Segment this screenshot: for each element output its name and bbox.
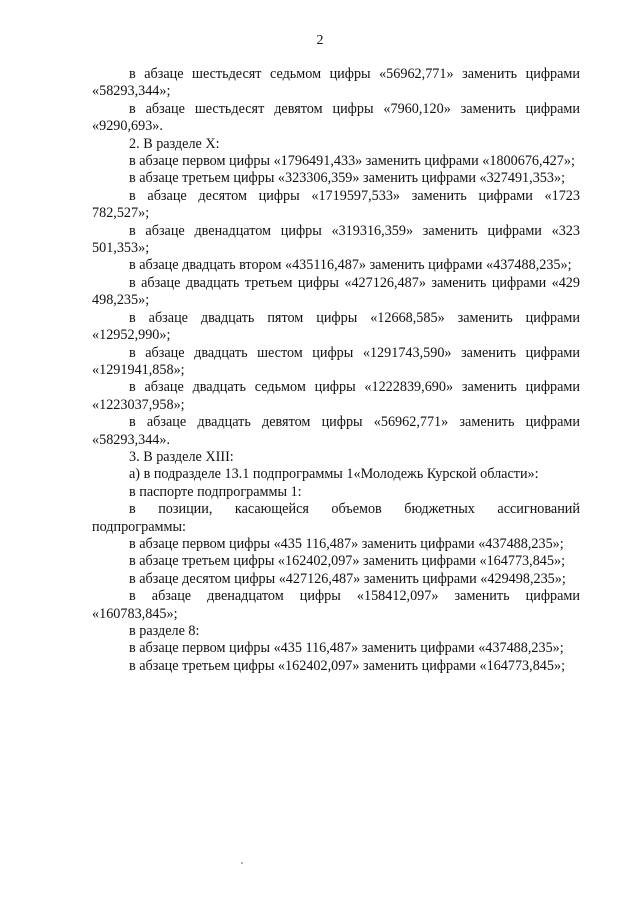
paragraph-10: в абзаце двадцать пятом цифры «12668,585» заменить цифрами «12952,990»;: [92, 309, 580, 344]
subsection-13-1: а) в подразделе 13.1 подпрограммы 1«Молодежь Курской области»:: [129, 466, 539, 483]
paragraph-23: в абзаце первом цифры «435 116,487» заменить цифрами «437488,235»;: [129, 640, 564, 657]
section-heading-x: 2. В разделе X:: [129, 135, 220, 152]
paragraph-21: в абзаце двенадцатом цифры «158412,097» заменить цифрами «160783,845»;: [92, 588, 580, 622]
paragraph-2: в абзаце шестьдесят девятом цифры «7960,120» заменить цифрами «9290,693».: [92, 100, 580, 135]
paragraph-6: в абзаце десятом цифры «1719597,533» заменить цифрами «1723 782,527»;: [92, 187, 580, 222]
section-heading-xiii: 3. В разделе XIII:: [129, 448, 234, 465]
paragraph-11: в абзаце двадцать шестом цифры «1291743,590» заменить цифрами «1291941,858»;: [92, 344, 580, 378]
scan-speck: [241, 862, 243, 864]
page-number: 2: [316, 33, 324, 48]
paragraph-8: в абзаце двадцать втором «435116,487» заменить цифрами «437488,235»;: [129, 257, 572, 274]
paragraph-7: в абзаце двенадцатом цифры «319316,359» заменить цифрами «323 501,353»;: [92, 222, 580, 257]
paragraph-4: в абзаце первом цифры «1796491,433» заменить цифрами «1800676,427»;: [129, 153, 575, 170]
paragraph-9: в абзаце двадцать третьем цифры «427126,487» заменить цифрами «429 498,235»;: [92, 274, 580, 309]
position-heading: в позиции, касающейся объемов бюджетных ассигнований подпрограммы:: [92, 501, 580, 535]
paragraph-1: в абзаце шестьдесят седьмом цифры «56962,771» заменить цифрами «58293,344»;: [92, 66, 580, 100]
document-body: [92, 66, 580, 675]
paragraph-20: в абзаце десятом цифры «427126,487» заменить цифрами «429498,235»;: [129, 570, 566, 587]
paragraph-18: в абзаце первом цифры «435 116,487» заменить цифрами «437488,235»;: [129, 535, 564, 552]
paragraph-24: в абзаце третьем цифры «162402,097» заменить цифрами «164773,845»;: [129, 657, 566, 674]
paragraph-19: в абзаце третьем цифры «162402,097» заменить цифрами «164773,845»;: [129, 553, 566, 570]
paragraph-13: в абзаце двадцать девятом цифры «56962,771» заменить цифрами «58293,344».: [92, 414, 580, 448]
section-8-heading: в разделе 8:: [129, 623, 200, 639]
paragraph-5: в абзаце третьем цифры «323306,359» заменить цифрами «327491,353»;: [129, 170, 566, 187]
paragraph-12: в абзаце двадцать седьмом цифры «1222839,690» заменить цифрами «1223037,958»;: [92, 379, 580, 413]
passport-heading: в паспорте подпрограммы 1:: [129, 483, 302, 500]
